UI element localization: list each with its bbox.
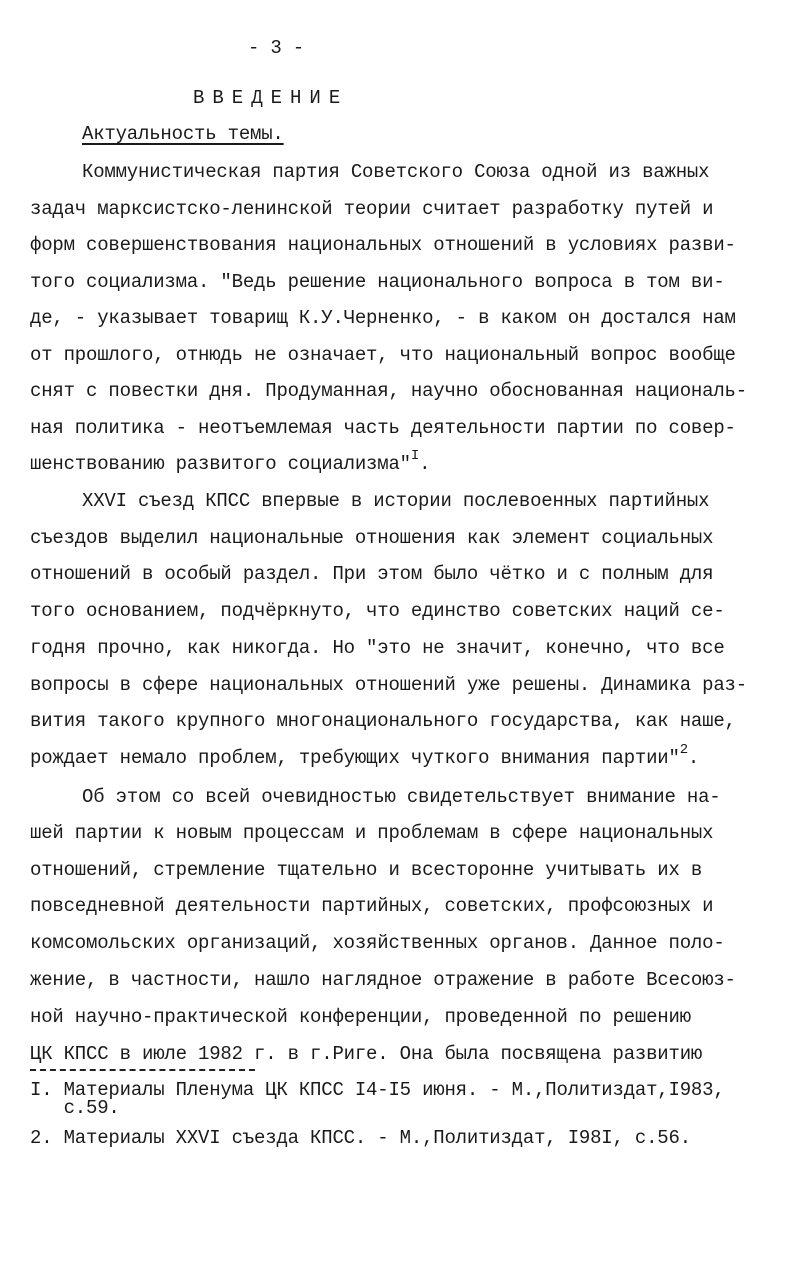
subsection-heading: Актуальность темы. [82,123,284,145]
body-line [30,968,736,992]
body-line-text: шей партии к новым процессам и проблемам в сфере национальных [30,822,714,844]
body-line [82,785,721,809]
body-line: рождает немало проблем, требующих чуткого внимания партии"$^2$. [30,742,700,769]
body-line-text: Коммунистическая партия Советского Союза одной из важных [82,161,710,183]
body-line [30,233,736,257]
body-line-text: отношений в особый раздел. При этом было чётко и с полным для [30,563,714,585]
body-line-text: форм совершенствования национальных отношений в условиях разви- [30,234,736,256]
body-line-text: комсомольских организаций, хозяйственных органов. Данное поло- [30,932,725,954]
body-line-text: задач марксистско-ленинской теории считает разработку путей и [30,198,714,220]
body-line [30,709,736,733]
body-line-text: снят с повестки дня. Продуманная, научно обоснованная националь- [30,380,747,402]
footnote-reference: I [410,448,420,464]
body-line-text: годня прочно, как никогда. Но "это не значит, конечно, что все [30,637,725,659]
body-line [30,1042,702,1066]
body-line-text: вопросы в сфере национальных отношений уже решены. Динамика раз- [30,674,747,696]
body-line-text: шенствованию развитого социализма" [30,453,411,475]
body-line [30,599,725,623]
footnote-reference: 2 [679,742,688,758]
body-line-text: рождает немало проблем, требующих чуткого внимания партии" [30,747,680,769]
body-line-text: ЦК КПСС в июле 1982 г. в г.Риге. Она была посвящена развитию [30,1043,703,1065]
page-number: - 3 - [248,37,305,59]
body-line: шенствованию развитого социализма"$^I$. [30,448,431,475]
body-line [30,894,713,918]
body-line [30,416,736,440]
body-line-text: съездов выделил национальные отношения как элемент социальных [30,527,714,549]
body-line [30,306,736,330]
body-line-text: от прошлого, отнюдь не означает, что национальный вопрос вообще [30,344,736,366]
footnote-separator [30,1069,255,1071]
footnote: с.59. [30,1097,120,1119]
body-line [30,673,747,697]
footnote: 2. Материалы XXVI съезда КПСС. - М.,Политиздат, I98I, с.56. [30,1127,691,1149]
body-line [30,270,725,294]
body-line [30,858,702,882]
body-line [30,1005,691,1029]
body-line-text: повседневной деятельности партийных, советских, профсоюзных и [30,895,714,917]
body-line [82,489,709,513]
body-line-text: вития такого крупного многонационального государства, как наше, [30,710,736,732]
body-line-text: XXVI съезд КПСС впервые в истории послевоенных партийных [82,490,710,512]
body-line-text: того социализма. "Ведь решение национального вопроса в том ви- [30,271,725,293]
body-line-text: того основанием, подчёркнуто, что единство советских наций се- [30,600,725,622]
body-line [30,821,713,845]
body-line-text: Об этом со всей очевидностью свидетельствует внимание на- [82,786,721,808]
body-line [30,379,747,403]
body-line [30,562,713,586]
footnote: I. Материалы Пленума ЦК КПСС I4-I5 июня. - М.,Политиздат,I983, [30,1079,725,1101]
body-line [82,160,709,184]
body-line [30,197,713,221]
section-title: ВВЕДЕНИЕ [193,87,349,109]
body-line-text: ная политика - неотъемлемая часть деятельности партии по совер- [30,417,736,439]
body-line-text: де, - указывает товарищ К.У.Черненко, - в каком он достался нам [30,307,736,329]
body-line-text: отношений, стремление тщательно и всесторонне учитывать их в [30,859,703,881]
body-line [30,343,736,367]
body-line [30,636,725,660]
body-line-text: ной научно-практической конференции, проведенной по решению [30,1006,691,1028]
body-line [30,526,713,550]
body-line [30,931,725,955]
body-line-text: жение, в частности, нашло наглядное отражение в работе Всесоюз- [30,969,736,991]
